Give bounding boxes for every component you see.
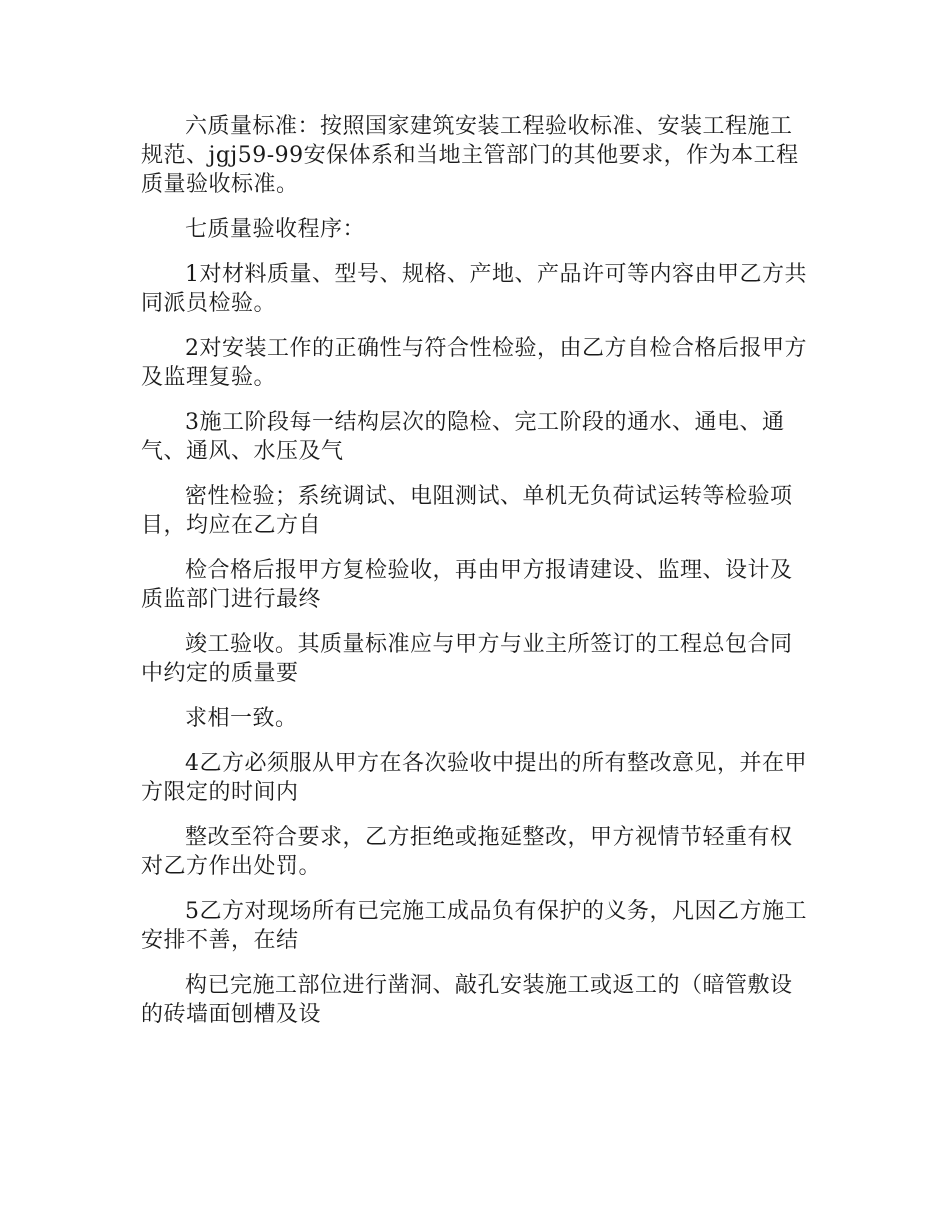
paragraph-item-2: 2对安装工作的正确性与符合性检验，由乙方自检合格后报甲方及监理复验。	[141, 336, 807, 390]
paragraph-item-3: 3施工阶段每一结构层次的隐检、完工阶段的通水、通电、通气、通风、水压及气	[141, 410, 785, 464]
paragraph-acceptance-procedure-heading: 七质量验收程序：	[185, 217, 366, 242]
paragraph-item-3-cont-4: 求相一致。	[185, 706, 298, 731]
paragraph-item-4-cont: 整改至符合要求，乙方拒绝或拖延整改，甲方视情节轻重有权对乙方作出处罚。	[141, 825, 793, 879]
paragraph-item-4: 4乙方必须服从甲方在各次验收中提出的所有整改意见，并在甲方限定的时间内	[141, 751, 807, 805]
paragraph-quality-standard: 六质量标准：按照国家建筑安装工程验收标准、安装工程施工规范、jgj59-99安保体系和当地主管部门的其他要求，作为本工程质量验收标准。	[141, 114, 799, 197]
paragraph-item-3-cont-1: 密性检验；系统调试、电阻测试、单机无负荷试运转等检验项目，均应在乙方自	[141, 484, 793, 538]
paragraph-item-5-cont: 构已完施工部位进行凿洞、敲孔安装施工或返工的（暗管敷设的砖墙面刨槽及设	[141, 973, 793, 1027]
paragraph-item-1: 1对材料质量、型号、规格、产地、产品许可等内容由甲乙方共同派员检验。	[141, 262, 807, 316]
paragraph-item-5: 5乙方对现场所有已完施工成品负有保护的义务，凡因乙方施工安排不善，在结	[141, 899, 807, 953]
paragraph-item-3-cont-3: 竣工验收。其质量标准应与甲方与业主所签订的工程总包合同中约定的质量要	[141, 632, 793, 686]
document-page	[141, 112, 809, 1045]
paragraph-item-3-cont-2: 检合格后报甲方复检验收，再由甲方报请建设、监理、设计及质监部门进行最终	[141, 558, 793, 612]
